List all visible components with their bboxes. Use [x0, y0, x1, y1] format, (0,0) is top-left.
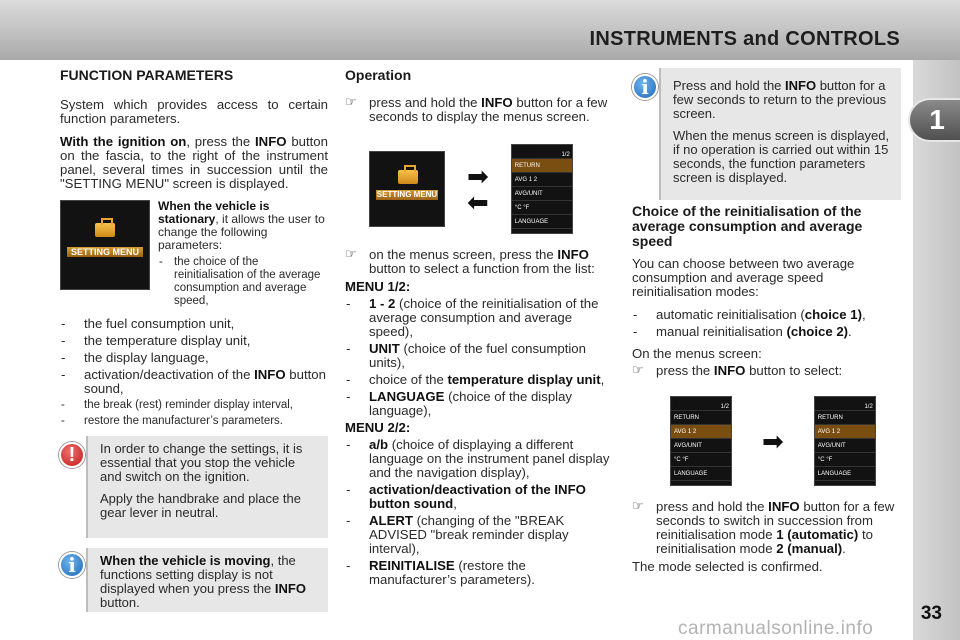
page-header — [0, 0, 960, 60]
setting-menu-screen-image: SETTING MENU — [369, 151, 445, 227]
warning-text-2: Apply the handbrake and place the gear lever in neutral. — [100, 491, 301, 520]
mode-switch-figure — [670, 396, 902, 486]
menu-1-heading: MENU 1/2: — [345, 279, 411, 294]
list-item: - choice of the temperature display unit, — [345, 373, 615, 387]
step-hold-info: ☞ press and hold the INFO button for a few seconds to display the menus screen. — [345, 96, 615, 124]
list-item: - activation/deactivation of the INFO button sound, — [60, 368, 328, 396]
column-reinitialisation — [632, 204, 902, 583]
watermark: carmanualsonline.info — [678, 618, 874, 639]
list-item: - UNIT (choice of the fuel consumption units), — [345, 342, 615, 370]
list-item: - the display language, — [60, 351, 328, 365]
list-item: - activation/deactivation of the INFO button sound, — [345, 483, 615, 511]
section-heading: Operation — [345, 67, 412, 83]
toolbox-icon — [398, 170, 418, 184]
arrow-right-icon: ➡ — [467, 161, 489, 191]
ignition-text: With the ignition on, press the INFO button on the fascia, to the right of the instrument panel, several times in succession until the "SETTING MENU" screen is displayed. — [60, 134, 328, 191]
page-number: 33 — [920, 603, 942, 624]
confirm-text: The mode selected is confirmed. — [632, 559, 823, 574]
hold-text-1: Press and hold the INFO button for a few seconds to return to the previous screen. — [673, 78, 887, 121]
list-item: - the choice of the reinitialisation of the average consumption and average speed, — [158, 256, 328, 308]
info-icon: i — [59, 552, 85, 578]
list-item: - ALERT (changing of the "BREAK ADVISED "break reminder display interval), — [345, 514, 615, 556]
menu-transition-figure — [369, 144, 615, 234]
chapter-badge: 1 — [908, 98, 960, 142]
list-item: - manual reinitialisation (choice 2). — [632, 325, 902, 339]
warning-text-1: In order to change the settings, it is essential that you stop the vehicle and switch on the ignition. — [100, 441, 303, 484]
warning-icon: ! — [59, 442, 85, 468]
info-note-moving — [68, 548, 328, 612]
hold-text-2: When the menus screen is displayed, if no operation is carried out within 15 seconds, the function parameters screen is displayed. — [673, 128, 890, 185]
section-heading: Choice of the reinitialisation of the average consumption and average speed — [632, 203, 863, 249]
list-item: - 1 - 2 (choice of the reinitialisation of the average consumption and average speed), — [345, 297, 615, 339]
list-item: - the fuel consumption unit, — [60, 317, 328, 331]
info-icon: i — [632, 74, 658, 100]
arrow-left-icon: ➡ — [467, 187, 489, 217]
section-heading: FUNCTION PARAMETERS — [60, 67, 234, 83]
page-title: INSTRUMENTS and CONTROLS — [589, 28, 900, 50]
step-press-info: ☞ press the INFO button to select: — [632, 364, 902, 378]
setting-menu-screen-image: SETTING MENU — [60, 200, 150, 290]
menu-screen-image: MENU 1/2 RETURN AVG 1 2 AVG/UNIT °C °F LANGUAGE — [511, 144, 573, 234]
on-screen-text: On the menus screen: — [632, 346, 762, 361]
warning-note — [68, 436, 328, 538]
list-item: - the temperature display unit, — [60, 334, 328, 348]
column-operation — [345, 66, 615, 590]
list-item: - REINITIALISE (restore the manufacturer’s parameters). — [345, 559, 615, 587]
menu-screen-choice-1-image: MENU 1/2 RETURN AVG 1 2 AVG/UNIT °C °F LANGUAGE — [670, 396, 732, 486]
list-item: - LANGUAGE (choice of the display language), — [345, 390, 615, 418]
list-item: - restore the manufacturer’s parameters. — [60, 415, 328, 428]
arrow-right-icon: ➡ — [762, 426, 784, 456]
info-note-hold — [641, 68, 901, 200]
chapter-sidebar — [913, 60, 960, 640]
list-item: - the break (rest) reminder display interval, — [60, 399, 328, 412]
step-select-function: ☞ on the menus screen, press the INFO button to select a function from the list: — [345, 248, 615, 276]
intro-text: System which provides access to certain function parameters. — [60, 97, 328, 126]
list-item: - automatic reinitialisation (choice 1), — [632, 308, 902, 322]
column-function-parameters — [60, 66, 328, 431]
toolbox-icon — [95, 223, 115, 237]
step-hold-switch: ☞ press and hold the INFO button for a few seconds to switch in succession from reinitialisation mode 1 (automatic) to reinitialisation mode 2 (manual). — [632, 500, 902, 556]
menu-screen-choice-2-image: MENU 1/2 RETURN AVG 1 2 AVG/UNIT °C °F LANGUAGE — [814, 396, 876, 486]
list-item: - a/b (choice of displaying a different language on the instrument panel display and the navigation display), — [345, 438, 615, 480]
stationary-text: When the vehicle is stationary, it allows the user to change the following parameters: — [158, 199, 325, 252]
moving-text: When the vehicle is moving, the functions setting display is not displayed when you press the INFO button. — [100, 553, 306, 610]
menu-2-heading: MENU 2/2: — [345, 420, 411, 435]
intro-text: You can choose between two average consumption and average speed reinitialisation modes: — [632, 256, 855, 299]
